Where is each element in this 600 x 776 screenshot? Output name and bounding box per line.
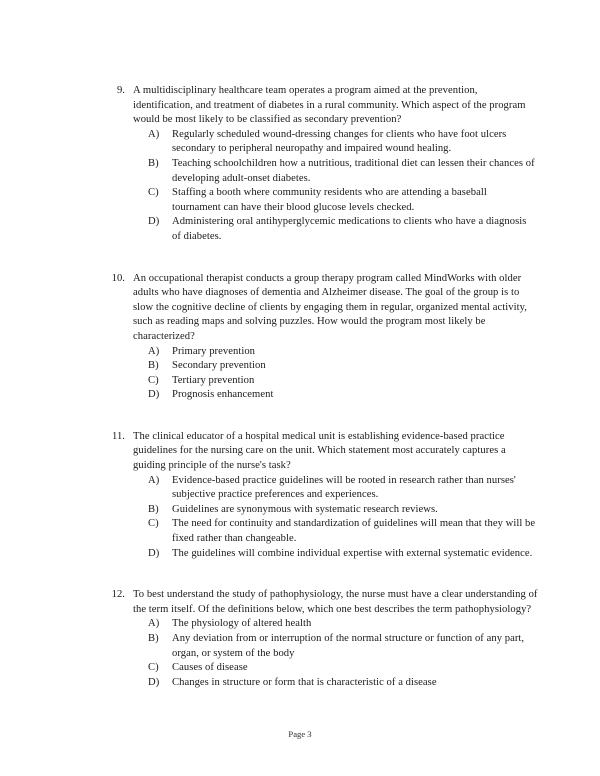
option-letter: D) <box>148 676 160 688</box>
option-item[interactable] <box>86 503 538 518</box>
option-item[interactable] <box>86 632 538 661</box>
question-number: 9. <box>116 85 125 96</box>
option-text: The physiology of altered health <box>172 618 312 630</box>
page-number-label: Page 3 <box>288 729 312 739</box>
question-stem <box>86 272 538 345</box>
question-stem <box>86 588 538 617</box>
option-item[interactable] <box>86 345 538 360</box>
option-item[interactable] <box>86 186 538 215</box>
question-block <box>86 588 538 690</box>
option-item[interactable] <box>86 661 538 676</box>
question-stem <box>86 430 538 474</box>
question-stem-text: An occupational therapist conducts a group therapy program called MindWorks with older adults who have diagnoses of dementia and Alzheimer disease. The goal of the group is to slow the cognitive decline of clients by engaging them in regular, organized mental activity, such as reading maps and solving puzzles. How would the program most likely be characterized? <box>133 272 527 342</box>
option-item[interactable] <box>86 474 538 503</box>
question-number: 10. <box>111 272 125 284</box>
option-letter: D) <box>148 389 160 401</box>
option-item[interactable] <box>86 517 538 546</box>
option-letter: D) <box>148 216 160 228</box>
option-letter: A) <box>148 474 160 486</box>
option-text: Staffing a booth where community residents who are attending a baseball tournament can have their blood glucose levels checked. <box>172 187 487 213</box>
option-letter: B) <box>148 360 159 372</box>
option-letter: B) <box>148 157 159 169</box>
question-block <box>86 272 538 403</box>
option-item[interactable] <box>86 374 538 389</box>
question-number: 11. <box>111 430 125 442</box>
option-letter: C) <box>148 518 159 530</box>
option-text: Changes in structure or form that is characteristic of a disease <box>172 676 437 688</box>
option-list <box>86 617 538 690</box>
option-letter: A) <box>148 128 160 140</box>
option-item[interactable] <box>86 359 538 374</box>
questions-container <box>86 84 538 690</box>
option-text: Causes of disease <box>172 662 248 674</box>
option-item[interactable] <box>86 617 538 632</box>
option-letter: C) <box>148 374 159 386</box>
question-number: 12. <box>111 589 125 601</box>
option-letter: A) <box>148 618 160 630</box>
option-text: Secondary prevention <box>172 360 266 372</box>
question-stem-text: To best understand the study of pathophysiology, the nurse must have a clear understanding of the term itself. Of the definitions below, which one best describes the term pathophysiology? <box>133 589 538 615</box>
option-text: Regularly scheduled wound-dressing changes for clients who have foot ulcers secondary to peripheral neuropathy and impaired wound healing. <box>172 128 507 155</box>
page-footer <box>0 728 600 740</box>
option-item[interactable] <box>86 547 538 562</box>
option-text: Prognosis enhancement <box>172 389 274 401</box>
option-letter: B) <box>148 503 159 515</box>
option-list <box>86 474 538 562</box>
question-stem <box>86 84 538 128</box>
option-letter: C) <box>148 662 159 674</box>
option-text: The need for continuity and standardization of guidelines will mean that they will be fixed rather than changeable. <box>172 518 536 545</box>
question-block <box>86 84 538 245</box>
option-item[interactable] <box>86 215 538 244</box>
option-item[interactable] <box>86 157 538 186</box>
option-text: Any deviation from or interruption of the normal structure or function of any part, organ, or system of the body <box>172 633 525 659</box>
option-text: Teaching schoolchildren how a nutritious, traditional diet can lessen their chances of developing adult-onset diabetes. <box>172 157 535 184</box>
option-text: Evidence-based practice guidelines will be rooted in research rather than nurses' subjective practice preferences and experiences. <box>172 474 516 501</box>
option-list <box>86 128 538 245</box>
question-stem-text: A multidisciplinary healthcare team operates a program aimed at the prevention, identification, and treatment of diabetes in a rural community. Which aspect of the program would be most likely to be classified as secondary prevention? <box>133 85 526 126</box>
option-letter: B) <box>148 633 159 644</box>
question-block <box>86 430 538 561</box>
question-stem-text: The clinical educator of a hospital medical unit is establishing evidence-based practice guidelines for the nursing care on the unit. Which statement most accurately captures a guiding principle of the nurse's task? <box>133 430 506 472</box>
option-list <box>86 345 538 403</box>
option-letter: D) <box>148 547 160 559</box>
option-text: Tertiary prevention <box>172 374 255 386</box>
option-item[interactable] <box>86 128 538 157</box>
option-letter: A) <box>148 345 160 357</box>
option-text: The guidelines will combine individual expertise with external systematic evidence. <box>172 547 533 559</box>
option-letter: C) <box>148 187 159 199</box>
option-text: Guidelines are synonymous with systematic research reviews. <box>172 503 438 515</box>
option-item[interactable] <box>86 388 538 403</box>
option-text: Primary prevention <box>172 345 256 357</box>
option-item[interactable] <box>86 676 538 691</box>
option-text: Administering oral antihyperglycemic medications to clients who have a diagnosis of diabetes. <box>172 216 527 242</box>
